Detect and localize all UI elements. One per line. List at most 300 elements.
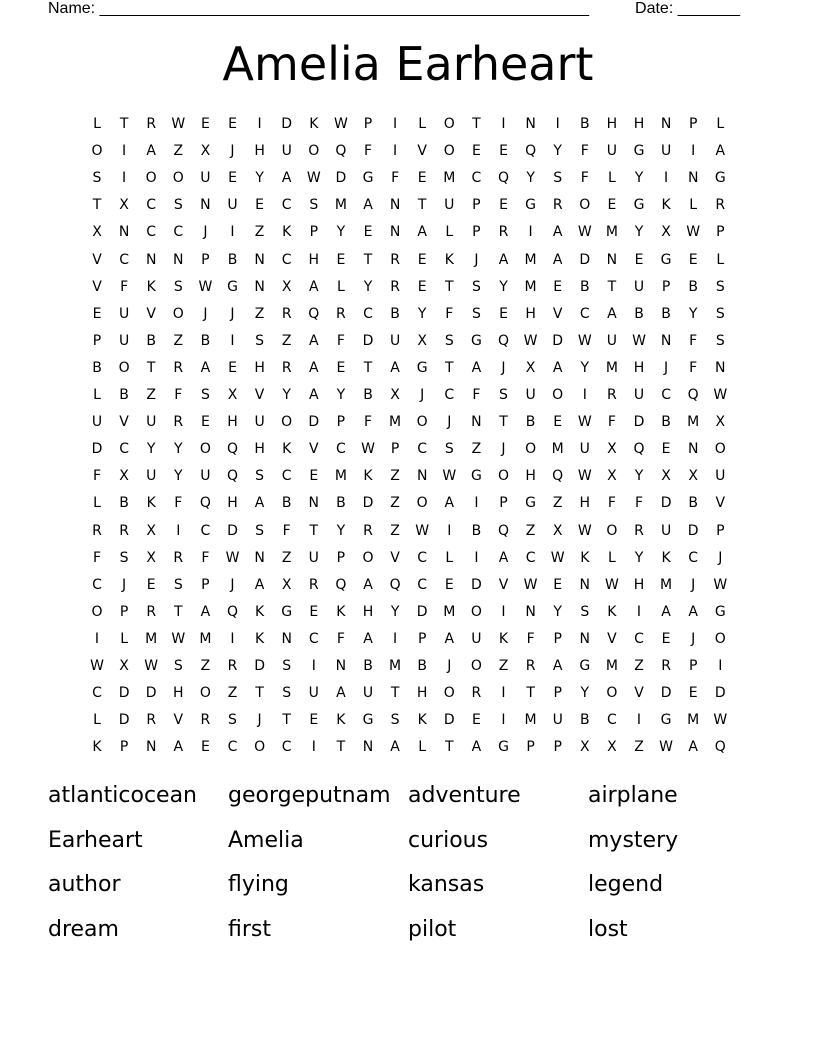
grid-letter: F <box>336 332 345 349</box>
grid-letter: S <box>444 332 454 349</box>
grid-letter: P <box>688 658 698 674</box>
grid-letter: O <box>443 143 455 160</box>
grid-letter: B <box>336 495 346 512</box>
grid-letter: X <box>688 468 698 485</box>
grid-letter: B <box>119 387 129 403</box>
grid-letter: C <box>579 305 590 322</box>
grid-letter: M <box>605 359 618 376</box>
grid-letter: G <box>525 495 537 512</box>
grid-letter: Y <box>336 224 346 241</box>
grid-letter: E <box>499 305 508 322</box>
grid-letter: Y <box>499 278 508 295</box>
grid-letter: Z <box>200 658 211 674</box>
grid-letter: C <box>92 685 102 702</box>
grid-letter: P <box>336 414 346 431</box>
grid-letter: O <box>552 387 564 403</box>
grid-letter: X <box>146 522 156 539</box>
grid-letter: M <box>524 712 537 729</box>
grid-letter: C <box>471 170 482 187</box>
grid-letter: U <box>308 549 319 566</box>
grid-letter: P <box>553 685 562 702</box>
grid-letter: S <box>228 712 237 729</box>
grid-letter: V <box>498 576 509 593</box>
grid-letter: Q <box>552 468 564 485</box>
grid-letter: W <box>361 441 375 458</box>
grid-letter: Y <box>174 468 183 485</box>
grid-letter: H <box>633 576 645 593</box>
grid-letter: R <box>390 251 400 268</box>
grid-letter: E <box>92 305 102 322</box>
grid-letter: N <box>389 197 401 214</box>
grid-letter: Q <box>308 305 320 322</box>
grid-letter: M <box>551 441 564 458</box>
grid-letter: W <box>604 576 619 593</box>
grid-letter: K <box>336 603 346 620</box>
grid-letter: D <box>362 332 374 349</box>
grid-letter: P <box>553 630 562 647</box>
grid-letter: Z <box>634 658 644 674</box>
grid-letter: X <box>417 332 427 349</box>
grid-letter: I <box>176 522 181 539</box>
grid-letter: Q <box>497 332 510 349</box>
grid-letter: Z <box>173 143 184 160</box>
grid-letter: C <box>363 305 373 322</box>
name-line: Name: _______________________________________________________ <box>48 0 589 17</box>
grid-letter: O <box>606 685 618 702</box>
grid-letter: U <box>660 143 672 160</box>
grid-letter: H <box>633 116 645 132</box>
grid-letter: J <box>122 576 127 593</box>
grid-letter: P <box>716 522 725 539</box>
grid-letter: U <box>146 468 157 485</box>
grid-letter: R <box>390 278 400 295</box>
grid-letter: N <box>200 197 211 214</box>
grid-letter: F <box>120 278 129 295</box>
grid-letter: C <box>607 712 617 729</box>
grid-letter: L <box>93 387 101 403</box>
word-list-item: flying <box>228 872 289 897</box>
grid-letter: C <box>525 549 536 566</box>
grid-letter: I <box>257 116 262 132</box>
grid-letter: A <box>552 251 563 268</box>
grid-letter: E <box>553 414 563 431</box>
grid-letter: B <box>688 278 698 295</box>
grid-letter: Z <box>498 658 509 674</box>
grid-letter: G <box>633 143 645 160</box>
grid-letter: P <box>201 251 210 268</box>
grid-letter: F <box>92 468 102 485</box>
grid-letter: G <box>525 197 537 214</box>
grid-letter: E <box>471 143 481 160</box>
grid-letter: C <box>688 549 699 566</box>
grid-letter: B <box>363 387 373 403</box>
grid-letter: H <box>579 495 591 512</box>
grid-letter: B <box>579 116 590 132</box>
grid-letter: C <box>444 387 455 403</box>
grid-letter: N <box>606 251 618 268</box>
grid-letter: U <box>525 387 536 403</box>
grid-letter: V <box>390 549 400 566</box>
grid-letter: J <box>230 305 235 322</box>
grid-letter: Z <box>281 549 292 566</box>
grid-letter: A <box>281 170 292 187</box>
grid-letter: J <box>203 224 208 241</box>
grid-letter: I <box>474 549 479 566</box>
grid-letter: A <box>363 630 373 647</box>
grid-letter: W <box>550 549 565 566</box>
grid-letter: Y <box>526 170 535 187</box>
grid-letter: E <box>336 251 346 268</box>
grid-letter: D <box>335 170 347 187</box>
grid-letter: Q <box>226 603 239 620</box>
grid-letter: I <box>691 143 696 160</box>
grid-letter: U <box>91 414 103 431</box>
grid-letter: T <box>119 116 129 132</box>
grid-letter: F <box>634 495 644 512</box>
grid-letter: Y <box>580 359 590 376</box>
grid-letter: E <box>417 278 427 295</box>
grid-letter: I <box>636 603 642 620</box>
grid-letter: Q <box>335 143 347 160</box>
grid-letter: W <box>713 387 728 403</box>
grid-letter: W <box>198 278 213 295</box>
grid-letter: X <box>580 739 590 756</box>
grid-letter: Z <box>390 522 400 539</box>
grid-letter: R <box>200 712 211 729</box>
grid-letter: W <box>523 332 538 349</box>
grid-letter: R <box>336 305 346 322</box>
grid-letter: I <box>474 495 479 512</box>
grid-letter: T <box>363 359 373 376</box>
word-list-item: first <box>228 916 271 942</box>
grid-letter: L <box>418 739 427 756</box>
grid-letter: C <box>227 739 238 756</box>
grid-letter: N <box>335 658 347 674</box>
grid-letter: V <box>715 495 726 512</box>
grid-letter: O <box>199 685 211 702</box>
grid-letter: O <box>199 441 211 458</box>
grid-letter: I <box>636 712 642 729</box>
grid-letter: W <box>523 576 538 593</box>
grid-letter: O <box>145 170 157 187</box>
grid-letter: A <box>146 143 156 160</box>
grid-letter: Q <box>226 441 239 458</box>
grid-letter: N <box>660 116 672 132</box>
grid-letter: D <box>633 414 645 431</box>
grid-letter: M <box>334 197 347 214</box>
grid-letter: N <box>362 739 374 756</box>
grid-letter: H <box>362 603 374 620</box>
grid-letter: Z <box>254 305 265 322</box>
grid-letter: F <box>174 387 183 403</box>
grid-letter: X <box>92 224 102 241</box>
grid-letter: B <box>634 305 644 322</box>
grid-letter: T <box>255 685 264 702</box>
grid-letter: R <box>281 359 292 376</box>
grid-letter: A <box>363 576 373 593</box>
grid-letter: T <box>445 359 454 376</box>
grid-letter: T <box>282 712 291 729</box>
grid-letter: X <box>552 522 563 539</box>
grid-letter: K <box>309 116 319 132</box>
grid-letter: N <box>471 414 482 431</box>
grid-letter: P <box>119 739 129 756</box>
grid-letter: A <box>254 576 265 593</box>
grid-letter: N <box>145 251 157 268</box>
grid-letter: I <box>664 170 669 187</box>
grid-letter: P <box>526 739 535 756</box>
grid-letter: U <box>227 197 238 214</box>
grid-letter: Z <box>525 522 536 539</box>
grid-letter: Y <box>174 441 183 458</box>
grid-letter: J <box>257 712 262 729</box>
grid-letter: E <box>661 630 671 647</box>
grid-letter: R <box>634 522 644 539</box>
grid-letter: P <box>390 441 400 458</box>
grid-letter: Y <box>634 170 644 187</box>
grid-letter: U <box>471 630 482 647</box>
grid-letter: N <box>525 603 536 620</box>
grid-letter: W <box>659 739 674 756</box>
grid-letter: N <box>145 739 157 756</box>
grid-letter: H <box>308 251 320 268</box>
grid-letter: Y <box>146 441 156 458</box>
grid-letter: N <box>389 224 401 241</box>
grid-letter: O <box>308 143 320 160</box>
grid-letter: E <box>444 576 454 593</box>
grid-letter: X <box>119 658 129 674</box>
grid-letter: K <box>282 441 292 458</box>
grid-letter: E <box>417 251 427 268</box>
grid-letter: B <box>281 495 292 512</box>
grid-letter: X <box>607 441 617 458</box>
grid-letter: O <box>416 414 428 431</box>
grid-letter: R <box>471 685 482 702</box>
grid-letter: Y <box>336 522 346 539</box>
grid-letter: N <box>715 359 726 376</box>
grid-letter: U <box>715 468 726 485</box>
grid-letter: I <box>501 685 506 702</box>
grid-letter: H <box>227 495 238 512</box>
grid-letter: Q <box>497 522 510 539</box>
grid-letter: S <box>580 603 590 620</box>
grid-letter: E <box>499 197 508 214</box>
grid-letter: D <box>714 685 726 702</box>
grid-letter: T <box>417 197 427 214</box>
grid-letter: D <box>281 116 293 132</box>
grid-letter: F <box>391 170 400 187</box>
grid-letter: Q <box>226 468 239 485</box>
grid-letter: I <box>393 116 398 132</box>
grid-letter: Z <box>471 441 482 458</box>
grid-letter: Y <box>417 305 427 322</box>
grid-letter: O <box>606 522 618 539</box>
grid-letter: O <box>714 441 726 458</box>
grid-letter: D <box>308 414 320 431</box>
grid-letter: S <box>390 712 400 729</box>
grid-letter: X <box>281 278 292 295</box>
grid-letter: S <box>553 170 563 187</box>
grid-letter: A <box>390 359 400 376</box>
grid-letter: C <box>119 441 129 458</box>
grid-letter: T <box>390 685 400 702</box>
grid-letter: Q <box>497 170 510 187</box>
grid-letter: S <box>255 332 265 349</box>
grid-letter: T <box>174 603 183 620</box>
grid-letter: X <box>200 143 211 160</box>
grid-letter: H <box>254 143 265 160</box>
grid-letter: E <box>309 603 319 620</box>
grid-letter: I <box>122 170 127 187</box>
grid-letter: N <box>254 278 265 295</box>
grid-letter: O <box>91 603 103 620</box>
grid-letter: F <box>445 305 454 322</box>
grid-letter: G <box>281 603 293 620</box>
grid-letter: Z <box>281 332 292 349</box>
grid-letter: U <box>362 685 374 702</box>
grid-letter: G <box>660 251 672 268</box>
grid-letter: L <box>607 170 616 187</box>
grid-letter: A <box>200 359 211 376</box>
grid-letter: E <box>146 576 156 593</box>
grid-letter: E <box>499 143 508 160</box>
grid-letter: S <box>282 685 292 702</box>
grid-letter: W <box>171 116 186 132</box>
grid-letter: C <box>281 468 292 485</box>
grid-letter: I <box>528 224 533 241</box>
grid-letter: A <box>309 278 319 295</box>
grid-letter: O <box>362 549 374 566</box>
grid-letter: P <box>309 224 319 241</box>
grid-letter: E <box>553 576 563 593</box>
grid-letter: P <box>688 116 698 132</box>
grid-letter: S <box>282 658 292 674</box>
grid-letter: S <box>200 387 210 403</box>
grid-letter: M <box>687 712 700 729</box>
grid-letter: J <box>447 658 452 674</box>
grid-letter: G <box>470 468 482 485</box>
grid-letter: G <box>362 170 374 187</box>
grid-letter: P <box>553 739 562 756</box>
grid-letter: O <box>172 170 184 187</box>
grid-letter: Y <box>255 170 264 187</box>
grid-letter: O <box>91 143 103 160</box>
grid-letter: R <box>227 658 238 674</box>
grid-letter: G <box>416 359 428 376</box>
grid-letter: B <box>119 495 129 512</box>
grid-letter: M <box>687 414 700 431</box>
grid-letter: K <box>580 549 590 566</box>
grid-letter: K <box>363 468 373 485</box>
grid-letter: F <box>607 414 616 431</box>
grid-letter: W <box>686 224 701 241</box>
grid-letter: K <box>607 603 617 620</box>
grid-letter: Y <box>688 305 698 322</box>
grid-letter: A <box>309 332 319 349</box>
header <box>48 0 740 20</box>
grid-letter: D <box>579 251 591 268</box>
grid-letter: L <box>93 116 101 132</box>
grid-letter: X <box>281 576 292 593</box>
grid-letter: P <box>661 278 671 295</box>
grid-letter: O <box>254 739 266 756</box>
grid-letter: E <box>255 197 265 214</box>
grid-letter: K <box>255 630 265 647</box>
grid-letter: Z <box>227 685 238 702</box>
grid-letter: Q <box>714 739 726 756</box>
grid-letter: R <box>281 305 292 322</box>
grid-letter: J <box>718 549 723 566</box>
grid-letter: Y <box>390 603 400 620</box>
grid-letter: R <box>173 549 184 566</box>
grid-letter: E <box>309 712 319 729</box>
grid-letter: A <box>661 603 671 620</box>
grid-letter: I <box>122 143 127 160</box>
grid-letter: I <box>501 116 506 132</box>
grid-letter: E <box>228 359 237 376</box>
grid-letter: R <box>498 224 509 241</box>
grid-letter: I <box>311 739 316 756</box>
grid-letter: U <box>200 468 211 485</box>
grid-letter: P <box>92 332 102 349</box>
grid-letter: Q <box>199 495 211 512</box>
grid-letter: V <box>146 305 156 322</box>
grid-letter: U <box>606 332 618 349</box>
grid-letter: Y <box>634 224 644 241</box>
grid-letter: A <box>254 495 265 512</box>
grid-letter: D <box>552 332 564 349</box>
grid-letter: F <box>472 387 481 403</box>
grid-letter: K <box>661 197 671 214</box>
grid-letter: I <box>393 630 398 647</box>
grid-letter: B <box>525 414 536 431</box>
grid-letter: A <box>471 359 482 376</box>
grid-letter: D <box>118 712 130 729</box>
grid-letter: R <box>607 387 617 403</box>
grid-letter: V <box>254 387 265 403</box>
grid-letter: C <box>146 224 157 241</box>
grid-letter: P <box>336 549 346 566</box>
grid-letter: N <box>687 441 699 458</box>
grid-letter: O <box>118 359 130 376</box>
grid-letter: L <box>716 251 725 268</box>
grid-letter: S <box>119 549 129 566</box>
grid-letter: M <box>524 278 537 295</box>
grid-letter: C <box>417 441 428 458</box>
page-title: Amelia Earheart <box>222 37 594 91</box>
grid-letter: S <box>309 197 319 214</box>
grid-letter: U <box>200 170 211 187</box>
grid-letter: J <box>230 143 235 160</box>
grid-letter: L <box>418 116 427 132</box>
grid-letter: N <box>687 170 699 187</box>
grid-letter: S <box>471 278 481 295</box>
grid-letter: Z <box>390 468 400 485</box>
grid-letter: J <box>691 576 696 593</box>
grid-letter: F <box>689 332 698 349</box>
grid-letter: C <box>336 441 346 458</box>
grid-letter: P <box>363 116 373 132</box>
word-list-item: Earheart <box>48 827 143 853</box>
grid-letter: B <box>471 522 482 539</box>
grid-letter: N <box>660 332 672 349</box>
grid-letter: P <box>201 576 210 593</box>
grid-letter: B <box>661 305 671 322</box>
grid-letter: C <box>119 251 129 268</box>
grid-letter: E <box>228 116 237 132</box>
grid-letter: S <box>173 278 183 295</box>
grid-letter: A <box>498 251 509 268</box>
